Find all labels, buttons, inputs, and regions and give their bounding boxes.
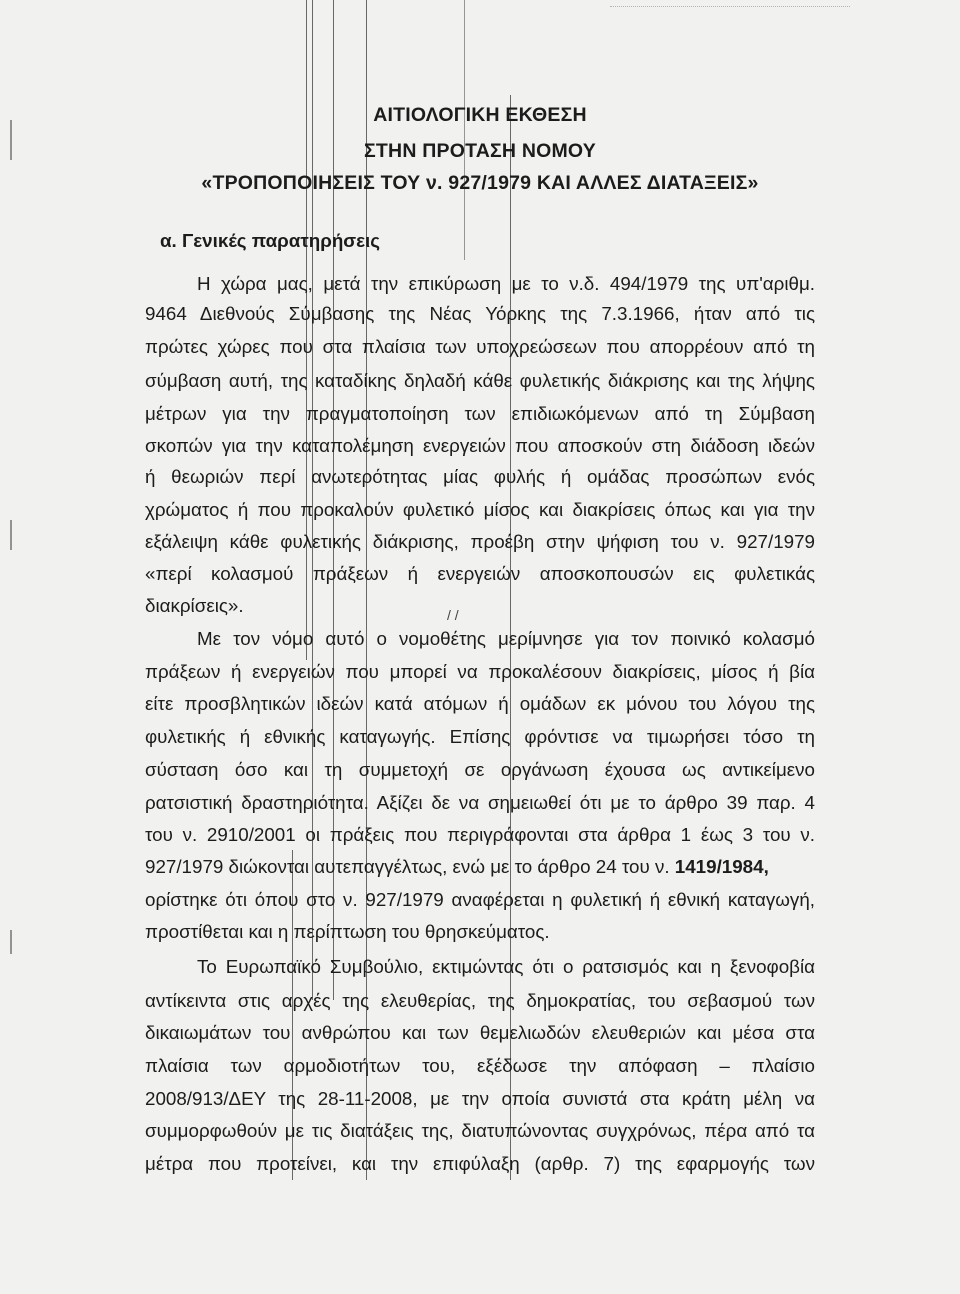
body-line: προστίθεται και η περίπτωση του θρησκεύματος. <box>145 921 550 942</box>
title-line-1: ΑΙΤΙΟΛΟΓΙΚΗ ΕΚΘΕΣΗ <box>373 104 587 126</box>
body-line: Το Ευρωπαϊκό Συμβούλιο, εκτιμώντας ότι ο ρατσισμός και η ξενοφοβία <box>197 956 815 977</box>
body-line <box>145 858 815 877</box>
body-line: ρατσιστική δραστηριότητα. Αξίζει δε να σημειωθεί ότι με το άρθρο 39 παρ. 4 <box>145 792 815 813</box>
scan-line-5 <box>464 0 465 260</box>
scan-line-1 <box>306 0 307 660</box>
body-line: εξάλειψη κάθε φυλετικής διάκρισης, προέβη στην ψήφιση του ν. 927/1979 <box>145 531 815 552</box>
body-line: Με τον νόμο αυτό ο νομοθέτης μερίμνησε για τον ποινικό κολασμό <box>197 628 815 649</box>
body-line: 9464 Διεθνούς Σύμβασης της Νέας Υόρκης της 7.3.1966, ήταν από τις <box>145 303 815 324</box>
left-edge-mark <box>10 930 12 954</box>
body-line: Η χώρα μας, μετά την επικύρωση με το ν.δ. 494/1979 της υπ'αριθμ. <box>197 273 815 294</box>
fax-header-remnant <box>610 0 850 7</box>
body-line: «περί κολασμού πράξεων ή ενεργειών αποσκοπουσών εις φυλετικάς <box>145 563 815 584</box>
body-line: σύσταση όσο και τη συμμετοχή σε οργάνωση έχουσα ως αντικείμενο <box>145 759 815 780</box>
body-line: διακρίσεις». <box>145 595 244 616</box>
title-line-3: «ΤΡΟΠΟΠΟΙΗΣΕΙΣ ΤΟΥ ν. 927/1979 ΚΑΙ ΑΛΛΕΣ ΔΙΑΤΑΞΕΙΣ» <box>201 172 759 194</box>
body-line: πλαίσια των αρμοδιοτήτων του, εξέδωσε την απόφαση – πλαίσιο <box>145 1055 815 1076</box>
body-line: του ν. 2910/2001 οι πράξεις που περιγράφονται στα άρθρα 1 έως 3 του ν. <box>145 824 815 845</box>
body-line: μέτρων για την πραγματοποίηση των επιδιωκόμενων από τη Σύμβαση <box>145 403 815 424</box>
body-line: φυλετικής ή εθνικής καταγωγής. Επίσης φρόντισε να τιμωρήσει τόσο τη <box>145 726 815 747</box>
stray-scan-mark: / / <box>447 607 459 623</box>
body-line: είτε προσβλητικών ιδεών κατά ατόμων ή ομάδων εκ μόνου του λόγου της <box>145 693 815 714</box>
section-heading: α. Γενικές παρατηρήσεις <box>160 230 381 251</box>
law-reference-bold: 1419/1984, <box>674 856 769 877</box>
body-line: μέτρα που προτείνει, και την επιφύλαξη (αρθρ. 7) της εφαρμογής των <box>145 1153 815 1174</box>
body-line: 2008/913/ΔΕΥ της 28-11-2008, με την οποία συνιστά στα κράτη μέλη να <box>145 1088 815 1109</box>
body-line: συμμορφωθούν με τις διατάξεις της, διατυπώνοντας συγχρόνως, πέρα από τα <box>145 1120 815 1141</box>
body-line: ή θεωριών περί ανωτερότητας μίας φυλής ή ομάδας προσώπων ενός <box>145 466 815 487</box>
title-line-2: ΣΤΗΝ ΠΡΟΤΑΣΗ ΝΟΜΟΥ <box>364 140 596 162</box>
body-line: πρώτες χώρες που στα πλαίσια των υποχρεώσεων που απορρέουν από τη <box>145 336 815 357</box>
body-line-part: 927/1979 διώκονται αυτεπαγγέλτως, ενώ με το άρθρο 24 του ν. <box>145 856 670 877</box>
body-line: δικαιωμάτων του ανθρώπου και των θεμελιωδών ελευθεριών και μέσα στα <box>145 1022 815 1043</box>
body-line: ορίστηκε ότι όπου στο ν. 927/1979 αναφέρεται η φυλετική ή εθνική καταγωγή, <box>145 889 815 910</box>
body-line: αντίκειντα στις αρχές της ελευθερίας, της δημοκρατίας, του σεβασμού των <box>145 990 815 1011</box>
body-line: σκοπών για την καταπολέμηση ενεργειών που αποσκούν στη διάδοση ιδεών <box>145 435 815 456</box>
left-edge-mark <box>10 520 12 550</box>
body-line: πράξεων ή ενεργειών που μπορεί να προκαλέσουν διακρίσεις, μίσος ή βία <box>145 661 815 682</box>
body-line: σύμβαση αυτή, της καταδίκης δηλαδή κάθε φυλετικής διάκρισης και της λήψης <box>145 370 815 391</box>
body-line: χρώματος ή που προκαλούν φυλετικό μίσος και διακρίσεις όπως και για την <box>145 499 815 520</box>
